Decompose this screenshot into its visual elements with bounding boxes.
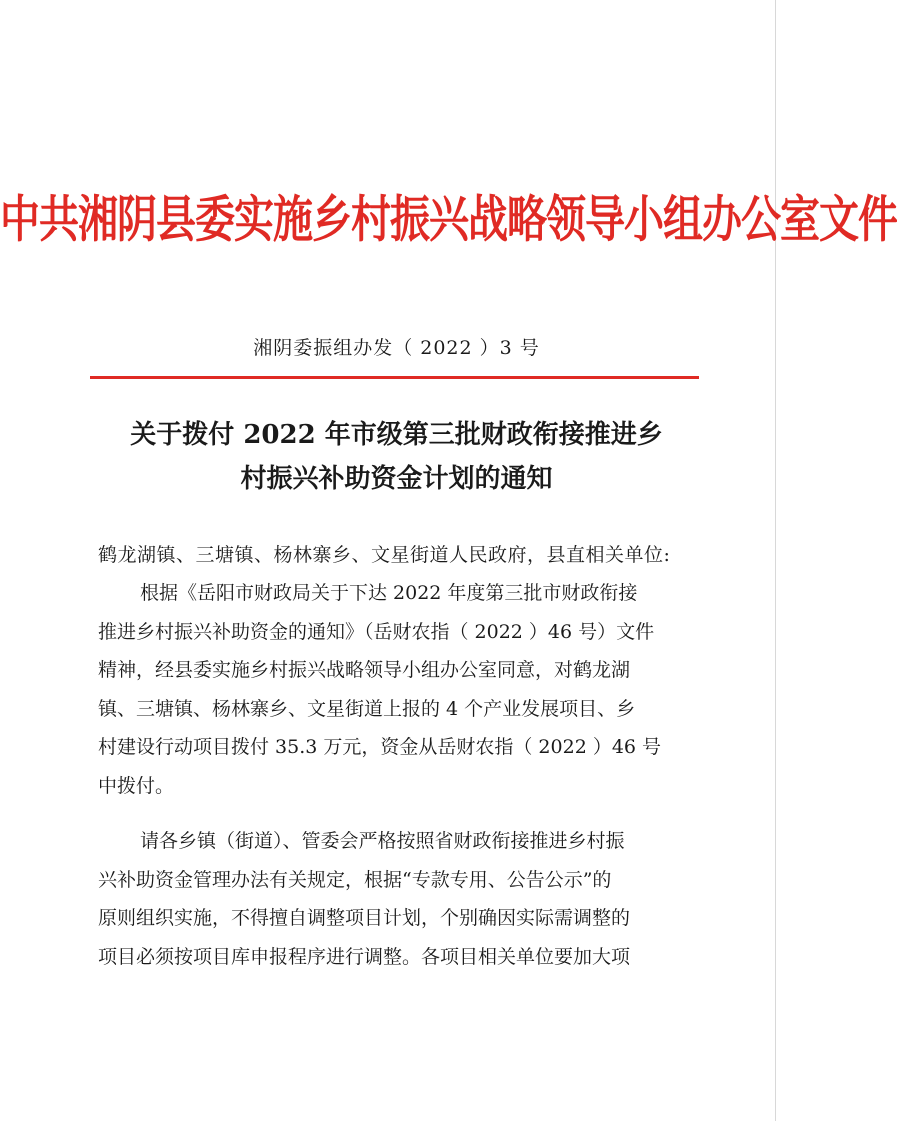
paragraph-1-line: 镇、三塘镇、杨林寨乡、文星街道上报的 4 个产业发展项目、乡 (98, 697, 636, 720)
paragraph-1-line: 村建设行动项目拨付 35.3 万元，资金从岳财农指（ 2022 ）46 号 (98, 736, 662, 758)
recipients-line: 鹤龙湖镇、三塘镇、杨林寨乡、文星街道人民政府，县直相关单位: (98, 544, 671, 566)
page-edge-line (775, 0, 776, 1121)
paragraph-2-line: 兴补助资金管理办法有关规定，根据“专款专用、公告公示”的 (98, 868, 612, 891)
red-divider-line (90, 376, 699, 379)
paragraph-2-line: 请各乡镇（街道）、管委会严格按照省财政衔接推进乡村振 (140, 830, 625, 852)
paragraph-1 (98, 574, 688, 805)
document-header-title: 中共湘阴县委实施乡村振兴战略领导小组办公室文件 (0, 190, 897, 249)
notice-title (0, 413, 793, 501)
paragraph-2 (98, 822, 688, 976)
paragraph-1-line: 中拨付。 (98, 774, 175, 797)
paragraph-1-line: 精神，经县委实施乡村振兴战略领导小组办公室同意，对鹤龙湖 (98, 659, 631, 681)
document-number: 湘阴委振组办发（ 2022 ）3 号 (253, 337, 540, 359)
paragraph-1-line: 根据《岳阳市财政局关于下达 2022 年度第三批市财政衔接 (140, 582, 638, 604)
paragraph-2-line: 项目必须按项目库申报程序进行调整。各项目相关单位要加大项 (98, 945, 631, 968)
notice-title-line-1: 关于拨付 2022 年市级第三批财政衔接推进乡 (130, 420, 663, 450)
notice-title-line-2: 村振兴补助资金计划的通知 (240, 464, 553, 494)
paragraph-2-line: 原则组织实施，不得擅自调整项目计划，个别确因实际需调整的 (98, 907, 631, 929)
paragraph-1-line: 推进乡村振兴补助资金的通知》（岳财农指（ 2022 ）46 号）文件 (98, 620, 655, 643)
